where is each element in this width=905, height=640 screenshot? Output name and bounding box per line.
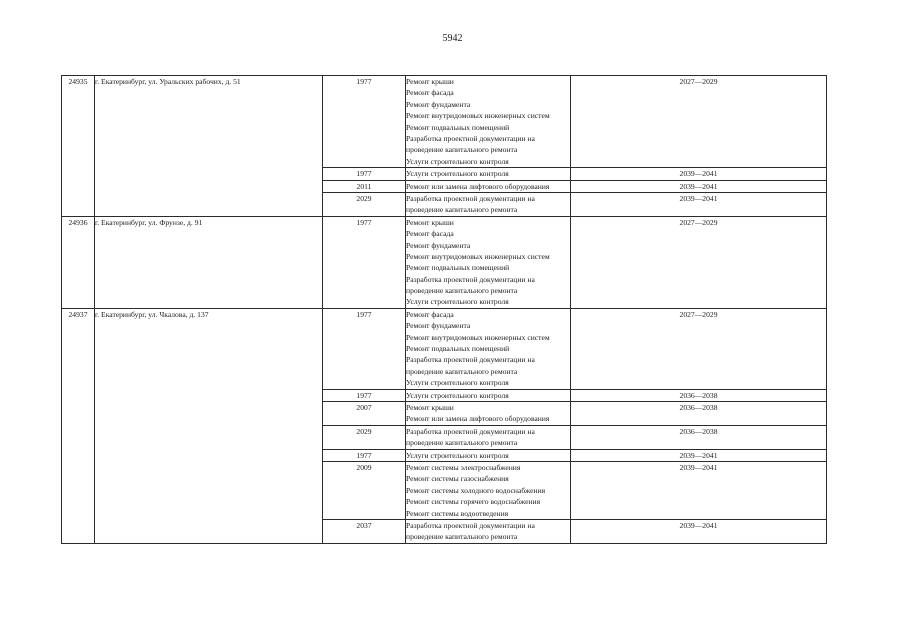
table-row [62,76,827,168]
work-item: Ремонт внутридомовых инженерных систем [406,332,550,342]
work-item: Разработка проектной документации на [406,193,535,203]
work-item: Ремонт крыши [406,217,454,227]
year-cell: 1977 [323,389,406,401]
year-cell: 2009 [323,461,406,519]
work-item: Ремонт подвальных помещений [406,122,510,132]
work-item: проведение капитального ремонта [406,145,518,155]
work-item: Ремонт крыши [406,77,454,86]
house-number-cell: 24936 [62,216,95,308]
works-cell [406,216,571,308]
period-cell: 2036—2038 [571,389,827,401]
work-item: Ремонт подвальных помещений [406,263,510,273]
period-cell: 2039—2041 [571,180,827,192]
works-cell [406,180,571,192]
year-cell: 1977 [323,76,406,168]
work-item: Ремонт системы холодного водоснабжения [406,485,546,495]
period-cell: 2036—2038 [571,425,827,449]
work-item: Услуги строительного контроля [406,378,509,388]
year-cell: 2007 [323,401,406,425]
period-cell: 2039—2041 [571,192,827,216]
works-cell [406,389,571,401]
period-cell: 2039—2041 [571,519,827,543]
work-item: Ремонт фасада [406,309,454,319]
year-cell: 1977 [323,216,406,308]
work-item: проведение капитального ремонта [406,438,518,448]
page-number: 5942 [442,33,463,44]
house-number-cell: 24937 [62,308,95,543]
work-item: Ремонт фундамента [406,321,471,331]
work-item: Услуги строительного контроля [406,156,509,166]
work-item: Ремонт фундамента [406,99,471,109]
house-number-cell: 24935 [62,76,95,217]
table-row [62,308,827,389]
works-cell [406,461,571,519]
work-item: Ремонт подвальных помещений [406,344,510,354]
work-item: Разработка проектной документации на [406,274,535,284]
work-item: Ремонт фасада [406,229,454,239]
work-item: Ремонт фундамента [406,240,471,250]
works-cell [406,76,571,168]
period-cell: 2039—2041 [571,449,827,461]
work-item: проведение капитального ремонта [406,205,518,215]
work-item: Услуги строительного контроля [406,390,509,400]
works-cell [406,519,571,543]
year-cell: 2029 [323,425,406,449]
period-cell: 2027—2029 [571,76,827,168]
table-row [62,216,827,308]
work-item: Разработка проектной документации на [406,355,535,365]
work-item: Услуги строительного контроля [406,450,509,460]
address-cell: г. Екатеринбург, ул. Фрунзе, д. 91 [95,216,323,308]
work-item: Ремонт крыши [406,402,454,412]
period-cell: 2027—2029 [571,216,827,308]
works-cell [406,168,571,180]
work-item: Ремонт или замена лифтового оборудования [406,414,550,424]
work-item: Разработка проектной документации на [406,133,535,143]
work-item: Ремонт внутридомовых инженерных систем [406,251,550,261]
work-item: Ремонт системы водоотведения [406,508,509,518]
work-item: проведение капитального ремонта [406,286,518,296]
works-cell [406,192,571,216]
work-item: Ремонт системы электроснабжения [406,462,521,472]
period-cell: 2027—2029 [571,308,827,389]
year-cell: 2011 [323,180,406,192]
work-item: Ремонт системы горячего водоснабжения [406,497,541,507]
year-cell: 2029 [323,192,406,216]
repair-schedule-table [61,75,827,544]
works-cell [406,401,571,425]
table-body [62,76,827,544]
work-item: Ремонт внутридомовых инженерных систем [406,111,550,121]
work-item: Ремонт системы газоснабжения [406,474,509,484]
works-cell [406,308,571,389]
work-item: проведение капитального ремонта [406,532,518,542]
work-item: Ремонт или замена лифтового оборудования [406,181,550,191]
year-cell: 1977 [323,308,406,389]
work-item: Разработка проектной документации на [406,520,535,530]
address-cell: г. Екатеринбург, ул. Чкалова, д. 137 [95,308,323,543]
year-cell: 2037 [323,519,406,543]
work-item: Услуги строительного контроля [406,297,509,307]
works-cell [406,449,571,461]
work-item: проведение капитального ремонта [406,366,518,376]
works-cell [406,425,571,449]
period-cell: 2039—2041 [571,168,827,180]
work-item: Услуги строительного контроля [406,169,509,179]
work-item: Разработка проектной документации на [406,426,535,436]
year-cell: 1977 [323,168,406,180]
address-cell: г. Екатеринбург, ул. Уральских рабочих, д. 51 [95,76,323,217]
work-item: Ремонт фасада [406,88,454,98]
period-cell: 2039—2041 [571,461,827,519]
period-cell: 2036—2038 [571,401,827,425]
year-cell: 1977 [323,449,406,461]
